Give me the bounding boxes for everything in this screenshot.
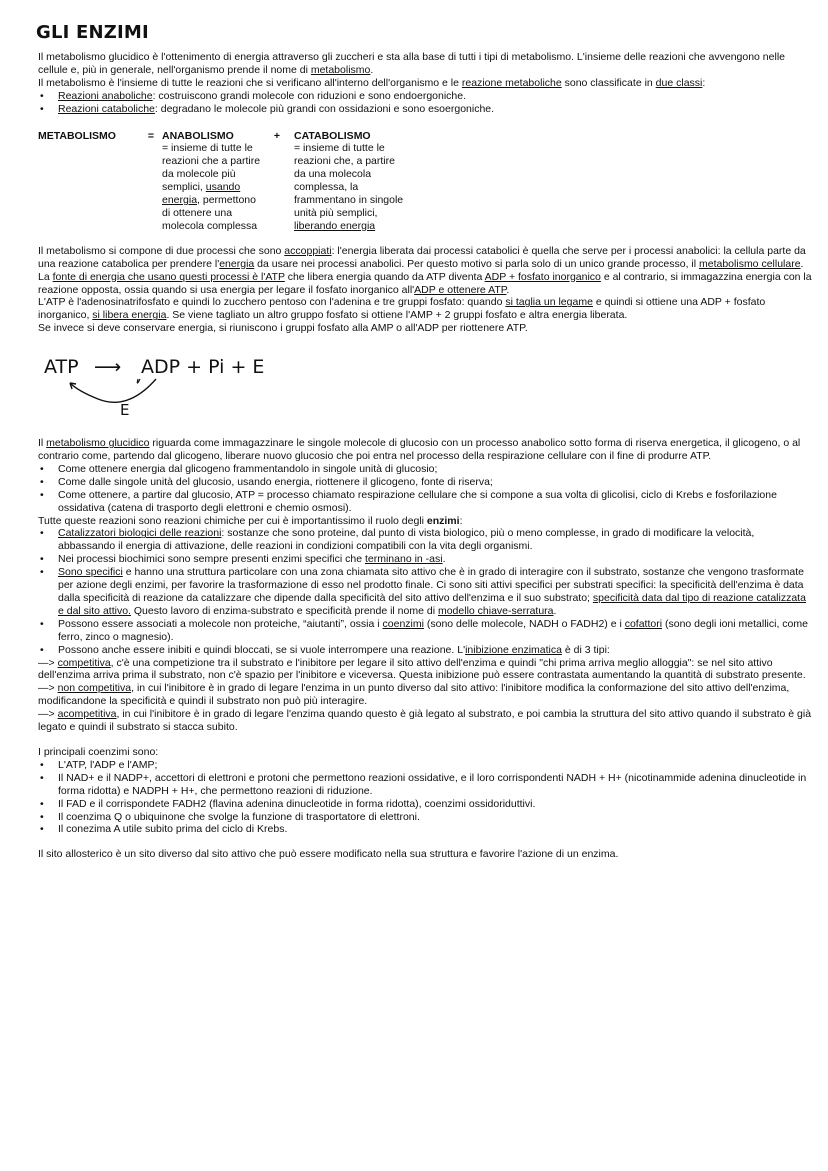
text: , in cui l'inibitore è in grado di legare l'enzima in un punto diverso dal sito attivo: l'inibitore modifica la conformazione del sito attivo dell'enzima, modificandone la specificità e quindi il substrato non può più interagire. (38, 682, 790, 708)
underlined-term: si libera energia (92, 309, 167, 322)
list-item (38, 644, 813, 657)
text: . (800, 257, 804, 270)
underlined-term: acompetitiva (57, 708, 117, 721)
equals-sign: = (147, 129, 155, 142)
underlined-term: specificità data dal tipo di reazione catalizzata e dal sito attivo. (58, 592, 806, 617)
text: Il (38, 437, 47, 450)
text: . (370, 63, 374, 76)
metabolism-equation (38, 130, 813, 233)
text: , in cui l'inibitore è in grado di legare l'enzima quando questo è già legato al substrato, e poi cambia la struttura del sito attivo quando il substrato è già legato e quindi il substrato si stacca subito. (38, 708, 812, 734)
underlined-term: modello chiave-serratura (437, 604, 554, 617)
inhibition-competitive (38, 657, 813, 683)
text: reazioni che, a partire (294, 155, 395, 168)
intro-paragraph (38, 51, 813, 90)
text: : l'energia liberata dai processi catabolici è quella che serve per i processi anabolici: la cellula parte da una reazione catabolica per prendere l' (38, 244, 806, 270)
document-page (38, 22, 813, 861)
text: e quindi si ottiene una ADP + fosfato inorganico, (38, 296, 766, 322)
text: = insieme di tutte le (294, 142, 385, 155)
atp-hydrolysis-sketch (38, 349, 298, 437)
text: che libera energia quando da ATP diventa (284, 270, 485, 283)
text: è di 3 tipi: (561, 643, 610, 656)
paragraph (38, 245, 813, 271)
list-item (38, 566, 813, 618)
text: La (38, 270, 53, 283)
text: (sono delle molecole, NADH o FADH2) e i (423, 617, 625, 630)
list-item: • L'ATP, l'ADP e l'AMP; (38, 759, 813, 772)
paragraph (38, 515, 813, 528)
final-paragraph: Il sito allosterico è un sito diverso dal sito attivo che può essere modificato nella sua struttura e favorire l'azione di un enzima. (38, 848, 619, 861)
bold-term: enzimi (426, 514, 460, 527)
paragraph (38, 437, 813, 463)
underlined-term: non competitiva (57, 682, 132, 695)
underlined-term: energia (162, 194, 198, 207)
text: Il metabolismo si compone di due processi che sono (38, 244, 285, 257)
text: unità più semplici, (294, 206, 378, 219)
list-item (38, 553, 813, 566)
underlined-term: competitiva (57, 656, 111, 669)
bracket-mark (137, 379, 140, 383)
text: : sostanze che sono proteine, dal punto di vista biologico, più o meno complesse, in grado di modificare la velocità, abbassando il energia di attivazione, delle reazioni in condizioni compatibili con la vita degli organismi. (58, 527, 755, 553)
paragraph: Se invece si deve conservare energia, si riuniscono i gruppi fosfato alla AMP o all'ADP per riottenere ATP. (38, 322, 528, 335)
text: semplici, (162, 181, 206, 194)
text: —> (38, 656, 58, 669)
underlined-term: inibizione enzimatica (465, 643, 562, 656)
inhibition-uncompetitive (38, 708, 813, 734)
curved-arrow (70, 379, 156, 402)
text: complessa, la (294, 181, 359, 194)
text: Possono essere associati a molecole non proteiche, “aiutanti”, ossia i (58, 617, 383, 630)
list-item (38, 618, 813, 644)
text: da una molecola (294, 168, 372, 181)
underlined-term: si taglia un legame (505, 296, 593, 309)
list-item (38, 90, 813, 103)
text: Tutte queste reazioni sono reazioni chimiche per cui è importantissimo il ruolo degli (38, 514, 427, 527)
list-item: • Il NAD+ e il NADP+, accettori di elettroni e protoni che permettono reazioni ossidative, e il loro corrispondenti NADH + H+ (nicotinammide adenina dinucleotide in forma ridotta) e NADPH + H+, che permettono reazioni di riduzione. (38, 772, 813, 798)
underlined-term: terminano in -asi (364, 553, 443, 566)
text: Il metabolismo è l'insieme di tutte le reazioni che si verificano all'interno dell'organismo e le (38, 76, 462, 89)
underlined-term: ADP e ottenere ATP (414, 283, 507, 296)
text: : (702, 76, 706, 89)
text: —> (38, 708, 58, 721)
coenzimi-title: I principali coenzimi sono: (38, 745, 159, 758)
underlined-term: reazione metaboliche (461, 76, 562, 89)
underlined-term: accoppiati (284, 244, 332, 257)
catabolismo-column (294, 130, 424, 233)
text: : (459, 514, 463, 527)
catabolismo-label: CATABOLISMO (294, 129, 371, 142)
text: sono classificate in (561, 76, 656, 89)
text: L'ATP è l'adenosinatrifosfato e quindi lo zucchero pentoso con l'adenina e tre gruppi fosfato: quando (38, 296, 506, 309)
text: reazioni che a partire (162, 155, 261, 168)
reaction-arrow: ⟶ (94, 356, 122, 379)
underlined-term: cofattori (624, 617, 663, 630)
text: e hanno una struttura particolare con una zona chiamata sito attivo che è in grado di interagire con il substrato, sostanze che vengono trasformate per azione degli enzimi, per favorire la trasformazione di esso nel prodotto finale. Ci sono siti attivi specifici per substrati specifici: la specificità dell'enzima è data dalla specificità di reazione da catalizzare che dipende dalla specificità del sito attivo dell'enzima e il suo substrato; (58, 566, 804, 604)
list-item: • Come dalle singole unità del glucosio, usando energia, riottenere il glicogeno, fonte di riserva; (38, 476, 813, 489)
products-label: ADP + Pi + E (141, 356, 265, 379)
anabolismo-label: ANABOLISMO (162, 129, 234, 142)
underlined-term: Reazioni anaboliche (58, 89, 153, 102)
page-title: GLI ENZIMI (36, 22, 149, 43)
text: : costruiscono grandi molecole con riduzioni e sono endoergoniche. (152, 89, 467, 102)
text: e al contrario, si immagazzina energia con la reazione opposta, ossia quando si usa energia per legare il fosfato inorganico all' (38, 270, 812, 296)
list-item: • Il coenzima Q o ubiquinone che svolge la funzione di trasportatore di elettroni. (38, 811, 813, 824)
list-item (38, 527, 813, 553)
underlined-term: metabolismo cellulare (699, 257, 801, 270)
list-item: • Come ottenere, a partire dal glucosio, ATP = processo chiamato respirazione cellulare che si compone a sua volta di glicolisi, ciclo di Krebs e fosforilazione ossidativa (catena di trasporto degli elettroni e chemio osmosi). (38, 489, 813, 515)
underlined-term: Catalizzatori biologici delle reazioni (58, 527, 222, 540)
underlined-term: Reazioni cataboliche (58, 102, 155, 115)
text: —> (38, 682, 58, 695)
underlined-term: fonte di energia che usano questi processi è l'ATP (52, 270, 285, 283)
text: di ottenere una (162, 206, 233, 219)
list-item (38, 103, 813, 116)
underlined-term: ADP + fosfato inorganico (484, 270, 601, 283)
underlined-term: usando (205, 181, 241, 194)
text: . (506, 283, 510, 296)
text: : degradano le molecole più grandi con ossidazioni e sono esoergoniche. (154, 102, 495, 115)
text: Questo lavoro di enzima-substrato e specificità prende il nome di (130, 604, 438, 617)
list-item: • Come ottenere energia dal glicogeno frammentandolo in singole unità di glucosio; (38, 463, 813, 476)
text: riguarda come immagazzinare le singole molecole di glucosio con un processo anabolico sotto forma di riserva energetica, il glicogeno, o al contrario come, partendo dal glicogeno, liberare nuovo glucosio che poi entra nel processo della respirazione cellulare con il fine di produrre ATP. (38, 437, 801, 463)
underlined-term: metabolismo (310, 63, 371, 76)
underlined-term: energia (219, 257, 255, 270)
text: frammentano in singole (294, 194, 404, 207)
underlined-term: Sono specifici (58, 566, 123, 579)
text: . Se viene tagliato un altro gruppo fosfato si ottiene l'AMP + 2 gruppi fosfato e altra energia liberata. (166, 309, 628, 322)
text: Il metabolismo glucidico è l'ottenimento di energia attraverso gli zuccheri e sta alla base di tutti i tipi di metabolismo. L'insieme delle reazioni che avvengono nelle cellule e, più in generale, nell'organismo prende il nome di (38, 51, 785, 76)
inhibition-noncompetitive (38, 682, 813, 708)
atp-label: ATP (44, 356, 79, 379)
energy-label: E (120, 401, 130, 420)
list-item: • Il FAD e il corrispondete FADH2 (flavina adenina dinucleotide in forma ridotta), coenzimi ossidoriduttivi. (38, 798, 813, 811)
text: , permettono (197, 194, 256, 207)
text: . (442, 553, 446, 566)
atp-diagram (38, 349, 813, 437)
plus-sign: + (273, 129, 281, 142)
text: , c'è una competizione tra il substrato e l'inibitore per legare il sito attivo dell'enzima e quindi "chi prima arriva meglio alloggia": se nel sito attivo dell'enzima arriva prima il substrato, non c'è spazio per l'inibitore e viceversa. Questa inibizione può essere contrastata aumentando la quantità di substrato presente. (38, 656, 806, 682)
paragraph (38, 296, 813, 322)
text: molecola complessa (162, 219, 258, 232)
text: da molecole più (162, 168, 236, 181)
underlined-term: due classi (655, 76, 703, 89)
list-item: • Il conezima A utile subito prima del ciclo di Krebs. (38, 823, 813, 836)
paragraph (38, 271, 813, 297)
underlined-term: coenzimi (382, 617, 424, 630)
metabolismo-label: METABOLISMO (38, 129, 116, 142)
text: (sono degli ioni metallici, come ferro, zinco o magnesio). (58, 617, 808, 643)
underlined-term: metabolismo glucidico (46, 437, 150, 450)
text: = insieme di tutte le (162, 142, 253, 155)
text: . (553, 604, 557, 617)
underlined-term: liberando energia (294, 219, 376, 232)
text: Nei processi biochimici sono sempre presenti enzimi specifici che (58, 553, 365, 566)
text: Possono anche essere inibiti e quindi bloccati, se si vuole interrompere una reazione. L' (58, 643, 466, 656)
text: da usare nei processi anabolici. Per questo motivo si parla solo di un unico grande processo, il (254, 257, 699, 270)
